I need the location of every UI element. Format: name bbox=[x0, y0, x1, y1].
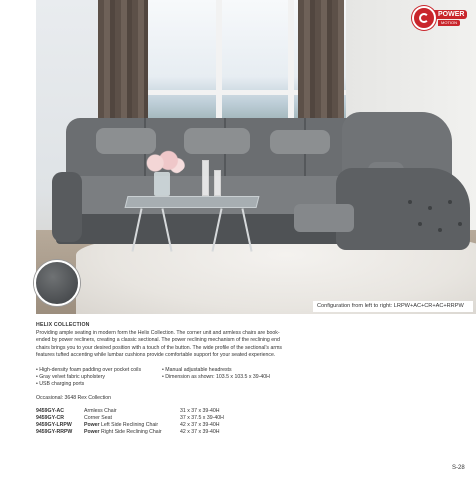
power-icon bbox=[419, 13, 429, 23]
item-name: Corner Seat bbox=[84, 415, 112, 422]
item-row bbox=[36, 422, 456, 429]
fabric-swatch bbox=[34, 260, 80, 306]
item-sku: 9459GY-RRPW bbox=[36, 429, 73, 436]
item-dimensions: 42 x 37 x 39-40H bbox=[180, 429, 220, 436]
badge-circle bbox=[412, 6, 436, 30]
item-row bbox=[36, 408, 456, 415]
candle-holder bbox=[202, 160, 209, 196]
description bbox=[36, 330, 456, 359]
item-row bbox=[36, 415, 456, 422]
feature-list bbox=[36, 367, 456, 389]
feature-item: • High-density foam padding over pocket coils bbox=[36, 367, 142, 374]
feature-item: • USB charging ports bbox=[36, 381, 85, 388]
item-dimensions: 37 x 37.5 x 39-40H bbox=[180, 415, 224, 422]
badge-label: POWER bbox=[428, 10, 467, 19]
feature-column-left bbox=[36, 367, 162, 389]
item-list bbox=[36, 408, 456, 437]
product-description bbox=[36, 322, 456, 437]
occasional-note: Occasional: 3648 Rex Collection bbox=[36, 394, 111, 401]
power-motion-badge bbox=[412, 6, 470, 30]
item-dimensions: 42 x 37 x 39-40H bbox=[180, 422, 220, 429]
item-name: Armless Chair bbox=[84, 407, 117, 414]
item-row bbox=[36, 429, 456, 436]
badge-sub: MOTION bbox=[438, 20, 460, 26]
candle-holder bbox=[214, 170, 221, 196]
page-number: S-28 bbox=[452, 465, 465, 471]
lumbar-pillow bbox=[184, 128, 250, 154]
lumbar-pillow bbox=[96, 128, 156, 154]
description-line: features tufted accenting while lumbar cushions provide comfortable support for your seated experience. bbox=[36, 351, 276, 358]
vase bbox=[154, 172, 170, 196]
description-line: Providing ample seating in modern form the Helix Collection. The corner unit and armless chairs are book- bbox=[36, 330, 280, 337]
recliner-footrest bbox=[294, 204, 354, 232]
feature-column-right bbox=[162, 367, 288, 389]
configuration-caption: Configuration from left to right: LRPW+AC+CR+AC+RRPW bbox=[313, 301, 473, 312]
item-name: Power Right Side Reclining Chair bbox=[84, 429, 162, 436]
feature-item: • Dimension as shown: 103.5 x 103.5 x 39-40H bbox=[162, 374, 270, 381]
item-name: Power Left Side Reclining Chair bbox=[84, 422, 159, 429]
feature-item: • Manual adjustable headrests bbox=[162, 367, 232, 374]
feature-item: • Gray velvet fabric upholstery bbox=[36, 374, 105, 381]
lumbar-pillow bbox=[270, 130, 330, 154]
item-sku: 9459GY-AC bbox=[36, 407, 64, 414]
item-sku: 9459GY-LRPW bbox=[36, 422, 72, 429]
product-photo bbox=[36, 0, 476, 314]
description-line: ended by power recliners, creating a classic sectional. The power reclining mechanism of the reclining end bbox=[36, 337, 280, 344]
item-sku: 9459GY-CR bbox=[36, 415, 64, 422]
collection-heading: HELIX COLLECTION bbox=[36, 322, 90, 328]
description-line: chairs brings you to your desired position with a touch of the button. The wide profile of the sectional's arms bbox=[36, 344, 282, 351]
item-dimensions: 31 x 37 x 39-40H bbox=[180, 407, 220, 414]
sofa-arm-left bbox=[52, 172, 82, 242]
power-recliner bbox=[336, 168, 470, 250]
coffee-table bbox=[125, 196, 260, 208]
